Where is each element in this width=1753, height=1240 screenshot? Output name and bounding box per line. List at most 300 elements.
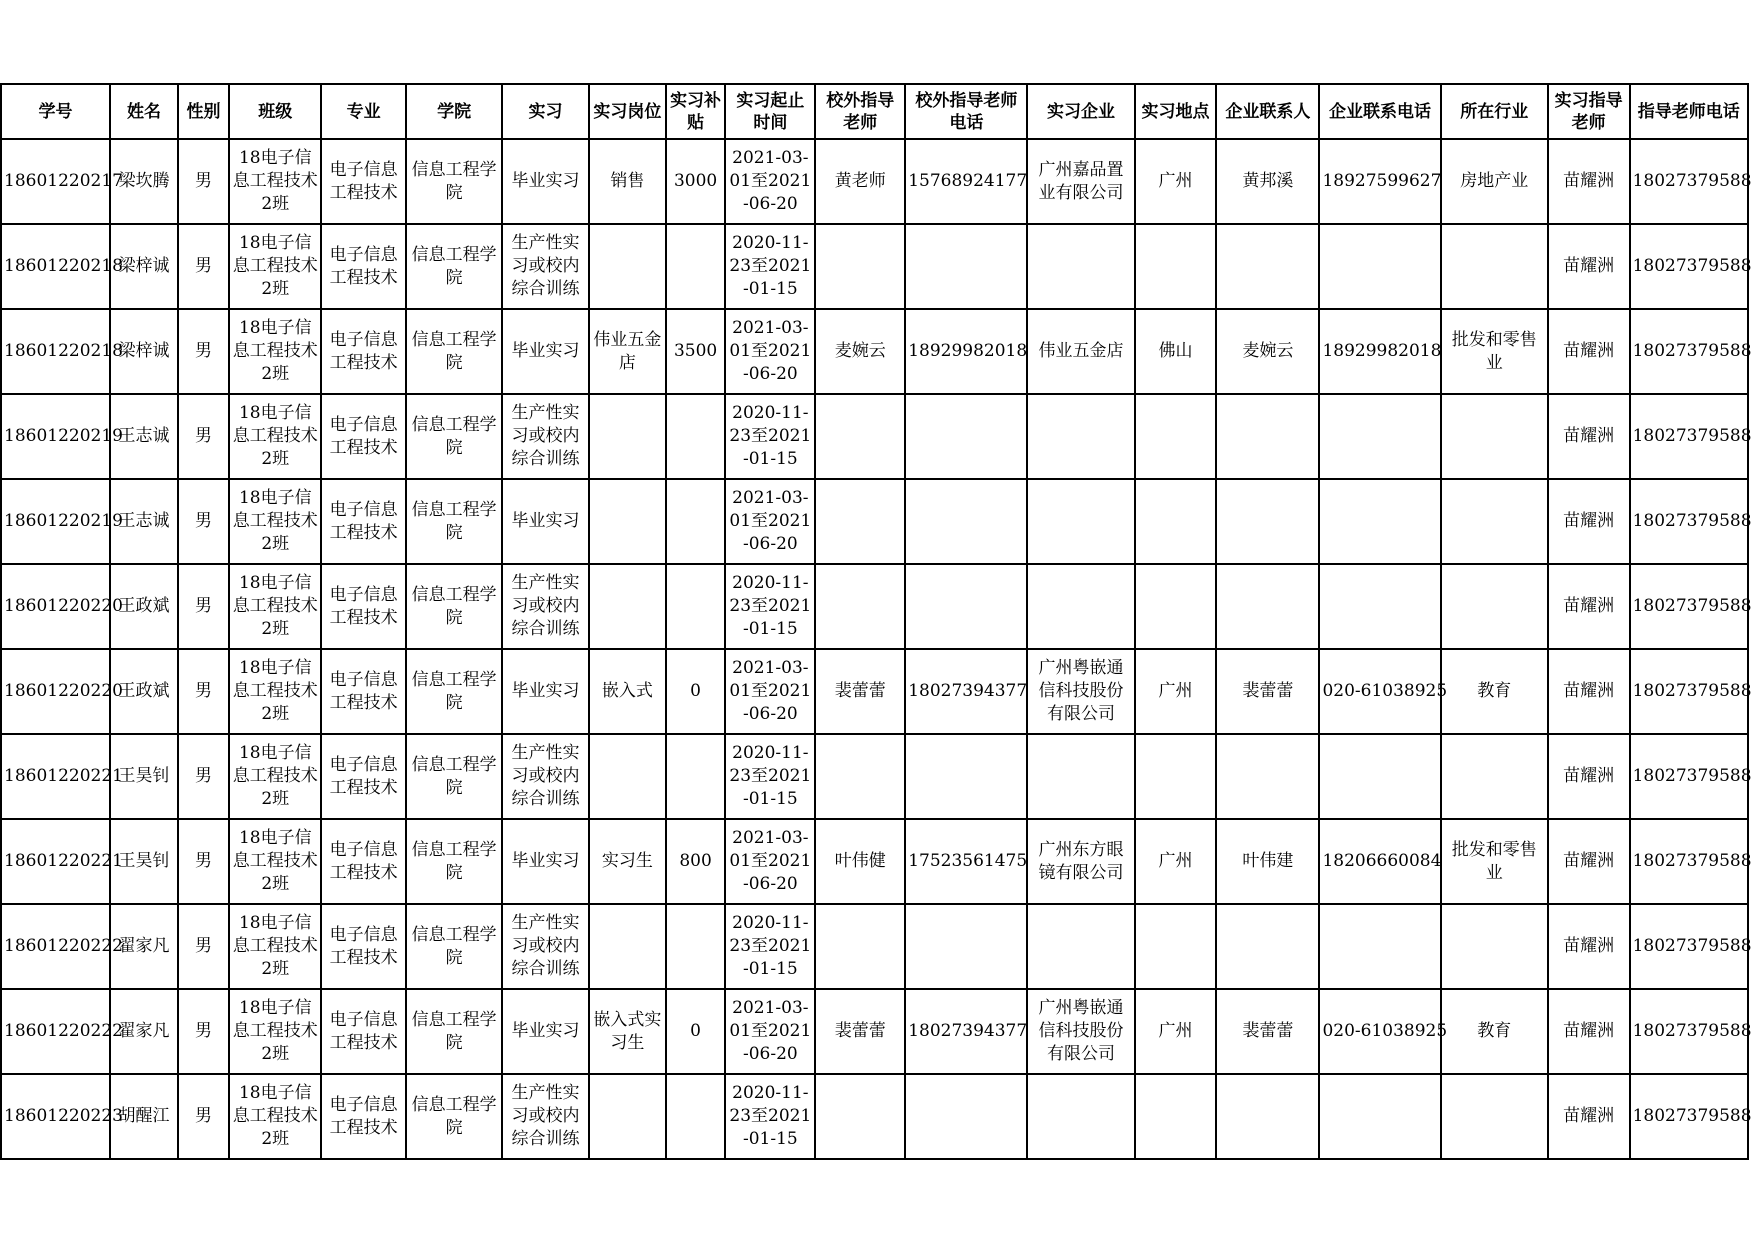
cell-text: 广州东方眼镜有限公司 xyxy=(1038,839,1124,883)
cell-text: 生产性实习或校内综合训练 xyxy=(511,403,580,469)
cell-text: 电子信息工程技术 xyxy=(329,1009,398,1053)
cell-tutor-phone xyxy=(1630,224,1752,309)
cell-text: 18027379588 xyxy=(1632,596,1752,616)
cell-industry xyxy=(1441,564,1548,649)
cell-text: 电子信息工程技术 xyxy=(329,414,398,458)
cell-contact xyxy=(1216,904,1319,989)
cell-contact xyxy=(1216,734,1319,819)
cell-ext-tutor-phone xyxy=(905,224,1027,309)
cell-text: 信息工程学院 xyxy=(411,754,497,798)
cell-text: 18927599627 xyxy=(1322,171,1442,191)
table-row xyxy=(1,734,1748,819)
cell-class xyxy=(229,904,321,989)
cell-text: 黄邦溪 xyxy=(1242,171,1294,191)
cell-text: 020-61038925 xyxy=(1322,681,1448,701)
cell-contact xyxy=(1216,649,1319,734)
cell-text: 王志诚 xyxy=(118,511,170,531)
cell-text: 2020-11-23至2021-01-15 xyxy=(729,573,812,639)
cell-industry xyxy=(1441,224,1548,309)
cell-tutor xyxy=(1548,139,1630,224)
cell-text: 翟家凡 xyxy=(118,1021,170,1041)
cell-period xyxy=(725,139,815,224)
cell-text: 2020-11-23至2021-01-15 xyxy=(729,743,812,809)
cell-contact xyxy=(1216,139,1319,224)
cell-text: 男 xyxy=(195,681,213,701)
cell-text: 男 xyxy=(195,256,213,276)
cell-post xyxy=(589,649,666,734)
cell-contact-phone xyxy=(1319,1074,1440,1159)
cell-name xyxy=(110,989,178,1074)
cell-text: 18601220222 xyxy=(4,936,123,956)
cell-period xyxy=(725,309,815,394)
cell-text: 麦婉云 xyxy=(834,341,886,361)
cell-college xyxy=(406,819,502,904)
cell-name xyxy=(110,819,178,904)
cell-tutor-phone xyxy=(1630,904,1752,989)
cell-text: 信息工程学院 xyxy=(411,244,497,288)
cell-subsidy xyxy=(666,479,726,564)
cell-text: 18601220220 xyxy=(4,681,123,701)
cell-tutor xyxy=(1548,564,1630,649)
cell-major xyxy=(321,649,406,734)
cell-text: 18929982018 xyxy=(908,341,1028,361)
table-header xyxy=(1,84,1748,139)
cell-class xyxy=(229,394,321,479)
cell-text: 广州 xyxy=(1158,171,1193,191)
cell-name xyxy=(110,224,178,309)
table-row xyxy=(1,904,1748,989)
cell-text: 18电子信息工程技术2班 xyxy=(232,743,318,809)
column-header-name: 姓名 xyxy=(110,84,178,139)
cell-text: 毕业实习 xyxy=(511,171,580,191)
cell-class xyxy=(229,989,321,1074)
cell-college xyxy=(406,734,502,819)
cell-location xyxy=(1135,309,1217,394)
cell-gender xyxy=(178,1074,230,1159)
cell-text: 18601220220 xyxy=(4,596,123,616)
cell-ext-tutor xyxy=(815,1074,905,1159)
cell-text: 男 xyxy=(195,426,213,446)
cell-text: 18601220221 xyxy=(4,851,123,871)
cell-text: 裴蕾蕾 xyxy=(834,1021,886,1041)
cell-text: 生产性实习或校内综合训练 xyxy=(511,573,580,639)
cell-contact xyxy=(1216,819,1319,904)
cell-text: 18601220221 xyxy=(4,766,123,786)
cell-tutor xyxy=(1548,734,1630,819)
cell-text: 毕业实习 xyxy=(511,851,580,871)
cell-text: 广州 xyxy=(1158,851,1193,871)
cell-text: 生产性实习或校内综合训练 xyxy=(511,1083,580,1149)
cell-text: 3500 xyxy=(673,341,718,361)
cell-industry xyxy=(1441,989,1548,1074)
cell-text: 0 xyxy=(690,681,701,701)
cell-text: 裴蕾蕾 xyxy=(834,681,886,701)
cell-text: 男 xyxy=(195,1021,213,1041)
cell-contact-phone xyxy=(1319,224,1440,309)
cell-subsidy xyxy=(666,734,726,819)
cell-id xyxy=(1,1074,123,1159)
cell-name xyxy=(110,139,178,224)
cell-tutor-phone xyxy=(1630,479,1752,564)
cell-period xyxy=(725,394,815,479)
cell-period xyxy=(725,904,815,989)
cell-industry xyxy=(1441,734,1548,819)
cell-id xyxy=(1,139,123,224)
cell-company xyxy=(1027,904,1134,989)
cell-industry xyxy=(1441,649,1548,734)
cell-text: 18电子信息工程技术2班 xyxy=(232,488,318,554)
cell-college xyxy=(406,139,502,224)
cell-text: 嵌入式实习生 xyxy=(593,1009,662,1053)
cell-text: 教育 xyxy=(1477,681,1512,701)
cell-text: 18601220223 xyxy=(4,1106,123,1126)
cell-ext-tutor-phone xyxy=(905,564,1027,649)
cell-class xyxy=(229,734,321,819)
cell-internship xyxy=(502,139,589,224)
table-row xyxy=(1,819,1748,904)
cell-text: 信息工程学院 xyxy=(411,584,497,628)
cell-text: 梁梓诚 xyxy=(118,341,170,361)
cell-text: 苗耀洲 xyxy=(1563,341,1615,361)
cell-location xyxy=(1135,734,1217,819)
cell-ext-tutor-phone xyxy=(905,649,1027,734)
cell-tutor-phone xyxy=(1630,989,1752,1074)
cell-name xyxy=(110,904,178,989)
cell-ext-tutor xyxy=(815,224,905,309)
cell-tutor-phone xyxy=(1630,394,1752,479)
cell-text: 广州 xyxy=(1158,1021,1193,1041)
cell-location xyxy=(1135,1074,1217,1159)
cell-text: 18027379588 xyxy=(1632,256,1752,276)
cell-subsidy xyxy=(666,904,726,989)
cell-text: 18电子信息工程技术2班 xyxy=(232,1083,318,1149)
cell-tutor-phone xyxy=(1630,139,1752,224)
cell-subsidy xyxy=(666,649,726,734)
cell-gender xyxy=(178,224,230,309)
cell-text: 2021-03-01至2021-06-20 xyxy=(729,148,812,214)
cell-post xyxy=(589,139,666,224)
cell-text: 18电子信息工程技术2班 xyxy=(232,403,318,469)
cell-text: 教育 xyxy=(1477,1021,1512,1041)
cell-text: 2020-11-23至2021-01-15 xyxy=(729,913,812,979)
cell-text: 信息工程学院 xyxy=(411,414,497,458)
cell-text: 毕业实习 xyxy=(511,681,580,701)
cell-industry xyxy=(1441,394,1548,479)
cell-text: 18027379588 xyxy=(1632,936,1752,956)
cell-text: 毕业实习 xyxy=(511,511,580,531)
cell-ext-tutor xyxy=(815,479,905,564)
cell-college xyxy=(406,649,502,734)
cell-text: 18206660084 xyxy=(1322,851,1442,871)
cell-tutor xyxy=(1548,819,1630,904)
cell-text: 佛山 xyxy=(1158,341,1193,361)
cell-post xyxy=(589,564,666,649)
cell-text: 电子信息工程技术 xyxy=(329,244,398,288)
cell-text: 苗耀洲 xyxy=(1563,256,1615,276)
cell-internship xyxy=(502,819,589,904)
cell-location xyxy=(1135,479,1217,564)
cell-gender xyxy=(178,819,230,904)
cell-id xyxy=(1,479,123,564)
cell-tutor xyxy=(1548,1074,1630,1159)
cell-text: 18电子信息工程技术2班 xyxy=(232,318,318,384)
cell-text: 实习生 xyxy=(601,851,653,871)
cell-contact xyxy=(1216,564,1319,649)
cell-text: 裴蕾蕾 xyxy=(1242,681,1294,701)
table-row xyxy=(1,479,1748,564)
cell-major xyxy=(321,819,406,904)
cell-industry xyxy=(1441,904,1548,989)
cell-industry xyxy=(1441,819,1548,904)
cell-tutor-phone xyxy=(1630,1074,1752,1159)
cell-contact-phone xyxy=(1319,309,1440,394)
cell-text: 18电子信息工程技术2班 xyxy=(232,658,318,724)
table-body xyxy=(1,139,1752,1159)
cell-tutor-phone xyxy=(1630,564,1752,649)
cell-text: 苗耀洲 xyxy=(1563,426,1615,446)
table-row xyxy=(1,394,1748,479)
cell-name xyxy=(110,649,178,734)
cell-id xyxy=(1,734,123,819)
cell-text: 信息工程学院 xyxy=(411,669,497,713)
cell-text: 梁梓诚 xyxy=(118,256,170,276)
cell-location xyxy=(1135,649,1217,734)
cell-location xyxy=(1135,564,1217,649)
cell-period xyxy=(725,649,815,734)
cell-text: 2021-03-01至2021-06-20 xyxy=(729,318,812,384)
cell-tutor-phone xyxy=(1630,309,1752,394)
cell-id xyxy=(1,904,123,989)
column-header-location: 实习地点 xyxy=(1135,84,1217,139)
cell-internship xyxy=(502,1074,589,1159)
cell-text: 18电子信息工程技术2班 xyxy=(232,233,318,299)
cell-ext-tutor xyxy=(815,904,905,989)
cell-ext-tutor-phone xyxy=(905,989,1027,1074)
cell-text: 信息工程学院 xyxy=(411,1094,497,1138)
cell-location xyxy=(1135,819,1217,904)
cell-gender xyxy=(178,989,230,1074)
cell-text: 王政斌 xyxy=(118,596,170,616)
cell-text: 18电子信息工程技术2班 xyxy=(232,998,318,1064)
cell-subsidy xyxy=(666,394,726,479)
table-row xyxy=(1,139,1748,224)
cell-text: 苗耀洲 xyxy=(1563,1106,1615,1126)
cell-text: 伟业五金店 xyxy=(593,329,662,373)
cell-tutor-phone xyxy=(1630,819,1752,904)
cell-text: 翟家凡 xyxy=(118,936,170,956)
cell-subsidy xyxy=(666,819,726,904)
cell-text: 苗耀洲 xyxy=(1563,851,1615,871)
column-header-college: 学院 xyxy=(406,84,502,139)
cell-text: 广州粤嵌通信科技股份有限公司 xyxy=(1038,658,1124,724)
cell-gender xyxy=(178,649,230,734)
cell-text: 18027394377 xyxy=(908,1021,1028,1041)
cell-text: 男 xyxy=(195,766,213,786)
table-row xyxy=(1,989,1748,1074)
cell-text: 电子信息工程技术 xyxy=(329,499,398,543)
cell-text: 黄老师 xyxy=(834,171,886,191)
cell-contact-phone xyxy=(1319,394,1440,479)
cell-company xyxy=(1027,139,1134,224)
cell-tutor xyxy=(1548,309,1630,394)
cell-text: 苗耀洲 xyxy=(1563,936,1615,956)
table-row xyxy=(1,649,1748,734)
cell-gender xyxy=(178,564,230,649)
cell-text: 18027379588 xyxy=(1632,1021,1752,1041)
cell-ext-tutor-phone xyxy=(905,479,1027,564)
cell-text: 电子信息工程技术 xyxy=(329,754,398,798)
cell-subsidy xyxy=(666,224,726,309)
cell-text: 生产性实习或校内综合训练 xyxy=(511,743,580,809)
column-header-ext-tutor: 校外指导老师 xyxy=(815,84,905,139)
cell-gender xyxy=(178,904,230,989)
cell-text: 苗耀洲 xyxy=(1563,511,1615,531)
cell-text: 生产性实习或校内综合训练 xyxy=(511,233,580,299)
cell-name xyxy=(110,734,178,819)
cell-period xyxy=(725,1074,815,1159)
cell-post xyxy=(589,309,666,394)
cell-text: 2021-03-01至2021-06-20 xyxy=(729,488,812,554)
table-row xyxy=(1,1074,1748,1159)
cell-text: 麦婉云 xyxy=(1242,341,1294,361)
cell-text: 18电子信息工程技术2班 xyxy=(232,828,318,894)
cell-text: 批发和零售业 xyxy=(1451,839,1537,883)
column-header-contact-phone: 企业联系电话 xyxy=(1319,84,1440,139)
cell-industry xyxy=(1441,139,1548,224)
cell-subsidy xyxy=(666,1074,726,1159)
cell-text: 2020-11-23至2021-01-15 xyxy=(729,1083,812,1149)
cell-contact xyxy=(1216,1074,1319,1159)
cell-post xyxy=(589,734,666,819)
cell-text: 电子信息工程技术 xyxy=(329,669,398,713)
cell-internship xyxy=(502,479,589,564)
cell-location xyxy=(1135,904,1217,989)
cell-location xyxy=(1135,224,1217,309)
cell-ext-tutor-phone xyxy=(905,309,1027,394)
cell-ext-tutor-phone xyxy=(905,139,1027,224)
cell-post xyxy=(589,904,666,989)
cell-text: 17523561475 xyxy=(908,851,1028,871)
cell-text: 18601220218 xyxy=(4,256,123,276)
cell-ext-tutor-phone xyxy=(905,1074,1027,1159)
cell-contact xyxy=(1216,309,1319,394)
cell-company xyxy=(1027,224,1134,309)
cell-text: 2021-03-01至2021-06-20 xyxy=(729,998,812,1064)
cell-company xyxy=(1027,394,1134,479)
cell-text: 18027379588 xyxy=(1632,851,1752,871)
cell-id xyxy=(1,309,123,394)
cell-subsidy xyxy=(666,139,726,224)
cell-text: 胡醒江 xyxy=(118,1106,170,1126)
cell-text: 18电子信息工程技术2班 xyxy=(232,573,318,639)
column-header-post: 实习岗位 xyxy=(589,84,666,139)
cell-text: 毕业实习 xyxy=(511,1021,580,1041)
cell-text: 2021-03-01至2021-06-20 xyxy=(729,658,812,724)
table-row xyxy=(1,224,1748,309)
cell-company xyxy=(1027,649,1134,734)
cell-text: 苗耀洲 xyxy=(1563,766,1615,786)
cell-contact-phone xyxy=(1319,989,1448,1074)
cell-text: 销售 xyxy=(610,171,645,191)
cell-subsidy xyxy=(666,989,726,1074)
cell-text: 电子信息工程技术 xyxy=(329,1094,398,1138)
cell-id xyxy=(1,649,123,734)
cell-ext-tutor-phone xyxy=(905,394,1027,479)
cell-ext-tutor-phone xyxy=(905,819,1027,904)
cell-name xyxy=(110,394,178,479)
cell-contact xyxy=(1216,224,1319,309)
cell-text: 信息工程学院 xyxy=(411,499,497,543)
cell-ext-tutor-phone xyxy=(905,904,1027,989)
column-header-id: 学号 xyxy=(1,84,110,139)
cell-major xyxy=(321,224,406,309)
cell-text: 裴蕾蕾 xyxy=(1242,1021,1294,1041)
cell-text: 苗耀洲 xyxy=(1563,171,1615,191)
cell-contact-phone xyxy=(1319,734,1440,819)
cell-class xyxy=(229,309,321,394)
cell-major xyxy=(321,1074,406,1159)
cell-text: 18027379588 xyxy=(1632,1106,1752,1126)
cell-name xyxy=(110,309,178,394)
cell-text: 电子信息工程技术 xyxy=(329,924,398,968)
cell-tutor-phone xyxy=(1630,649,1752,734)
cell-id xyxy=(1,564,123,649)
cell-major xyxy=(321,309,406,394)
cell-contact-phone xyxy=(1319,139,1440,224)
cell-college xyxy=(406,224,502,309)
cell-text: 广州粤嵌通信科技股份有限公司 xyxy=(1038,998,1124,1064)
cell-text: 男 xyxy=(195,1106,213,1126)
cell-post xyxy=(589,1074,666,1159)
cell-text: 电子信息工程技术 xyxy=(329,329,398,373)
cell-major xyxy=(321,139,406,224)
cell-period xyxy=(725,819,815,904)
cell-internship xyxy=(502,394,589,479)
cell-text: 苗耀洲 xyxy=(1563,596,1615,616)
internship-table xyxy=(0,83,1752,1160)
cell-text: 王昊钊 xyxy=(118,766,170,786)
cell-text: 苗耀洲 xyxy=(1563,1021,1615,1041)
cell-location xyxy=(1135,989,1217,1074)
cell-contact-phone xyxy=(1319,904,1440,989)
cell-text: 18601220219 xyxy=(4,511,123,531)
cell-ext-tutor xyxy=(815,309,905,394)
cell-gender xyxy=(178,734,230,819)
cell-text: 批发和零售业 xyxy=(1451,329,1537,373)
cell-period xyxy=(725,224,815,309)
cell-location xyxy=(1135,139,1217,224)
cell-ext-tutor xyxy=(815,989,905,1074)
column-header-industry: 所在行业 xyxy=(1441,84,1548,139)
cell-industry xyxy=(1441,479,1548,564)
cell-text: 生产性实习或校内综合训练 xyxy=(511,913,580,979)
cell-text: 广州 xyxy=(1158,681,1193,701)
cell-text: 2020-11-23至2021-01-15 xyxy=(729,403,812,469)
cell-tutor xyxy=(1548,224,1630,309)
cell-post xyxy=(589,224,666,309)
column-header-internship: 实习 xyxy=(502,84,589,139)
cell-contact-phone xyxy=(1319,479,1440,564)
cell-text: 2020-11-23至2021-01-15 xyxy=(729,233,812,299)
cell-text: 020-61038925 xyxy=(1322,1021,1448,1041)
cell-gender xyxy=(178,479,230,564)
cell-contact xyxy=(1216,989,1319,1074)
cell-post xyxy=(589,479,666,564)
cell-tutor xyxy=(1548,479,1630,564)
cell-class xyxy=(229,224,321,309)
cell-text: 信息工程学院 xyxy=(411,159,497,203)
cell-id xyxy=(1,224,123,309)
